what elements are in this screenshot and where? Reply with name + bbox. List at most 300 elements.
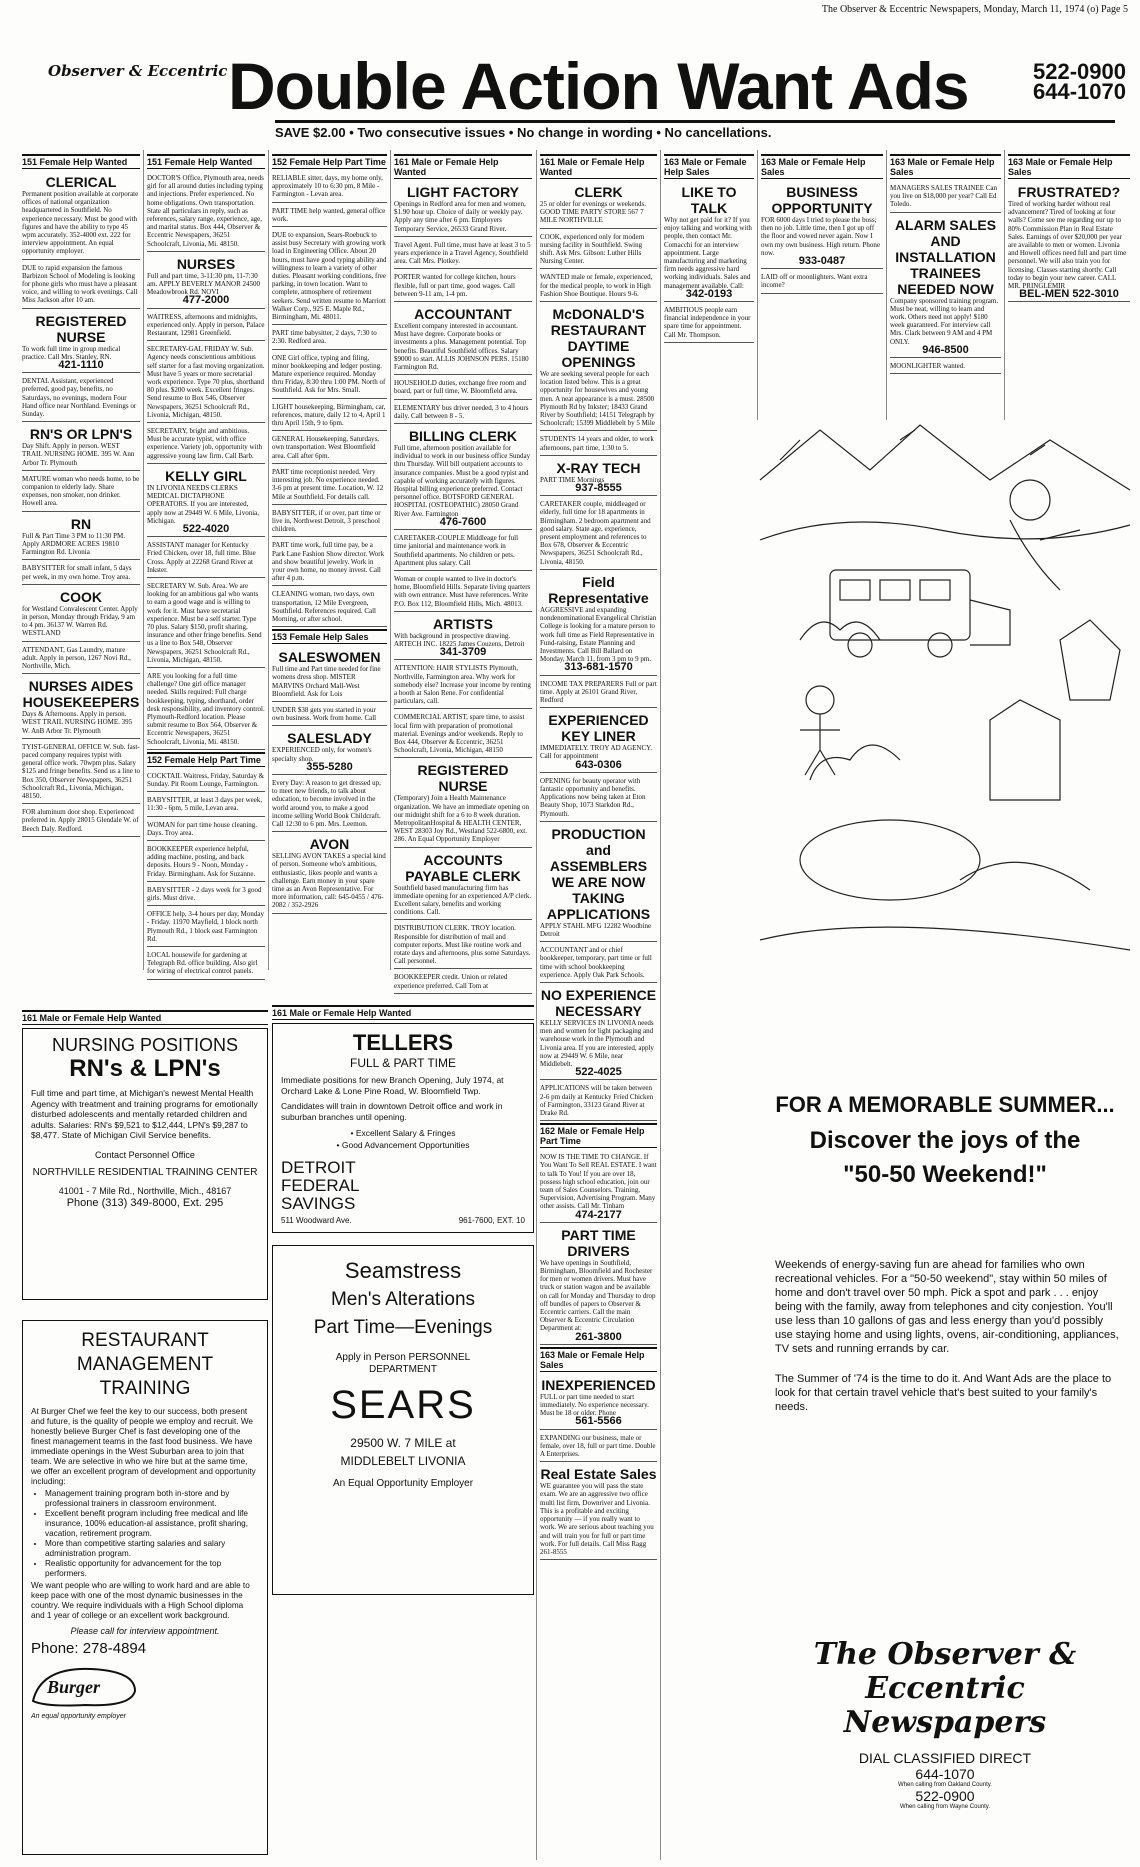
ad-body: WE guarantee you will pass the state exam. We are an aggressive two office multi list firm, Downriver and Livonia. This is a profitable and exciting opportunity — if you really want to work. We are serious about teaching you and will train you for full or part time work. For full details. Call Miss Ragg 261-8555 — [540, 1482, 654, 1556]
classified-ad — [1008, 182, 1130, 302]
ad-body: DISTRIBUTION CLERK. TROY location. Responsible for distribution of mail and computer reports. Must like routine work and rotate days and afternoons, plus some Saturdays. Call personnel. — [394, 924, 531, 966]
classified-ad — [394, 304, 532, 375]
ad-body: MATURE woman who needs home, to be companion to elderly lady. Share expenses, non smoker, non drinker. Howell area. — [22, 474, 140, 508]
classified-ad — [890, 182, 1001, 213]
ad-phone: 477-2000 — [182, 294, 230, 307]
offer-bar: SAVE $2.00 • Two consecutive issues • No change in wording • No cancellations. — [275, 120, 1115, 140]
classified-ad — [272, 588, 387, 627]
ad-contact: Please call for interview appointment. — [70, 1626, 220, 1636]
ad-title: Real Estate Sales — [540, 1466, 657, 1483]
ad-body: ACCOUNTANT and or chief bookkeeper, temporary, part time or full time with school bookkeeping experience. Apply Oak Park Schools. — [540, 946, 652, 979]
ad-address: 511 Woodward Ave. — [281, 1216, 352, 1225]
ad-body: WOMAN for part time house cleaning. Days. Troy area. — [147, 820, 258, 837]
ad-phone: BEL-MEN 522-3010 — [1019, 288, 1119, 301]
phone-note: When calling from Wayne County. — [899, 1804, 991, 1810]
camping-illustration — [760, 420, 1130, 975]
ad-body: APPLY STAHL MFG 12282 Woodbine Detroit — [540, 921, 652, 938]
ad-body: FOR aluminum door shop. Experienced preferred in. Apply 28015 Glendale W. of Beech Daly. Redford. — [22, 808, 139, 833]
ad-body: Excellent company interested in accountant. Must have degree. Corporate books or investments a plus. Management potential. Top benefits. Beautiful Southfield offices. Salary $9000 to start. ALLIS JOHNSON PERS. 15180 Farmington Rd. — [394, 322, 529, 372]
ad-body: Full time, afternoon position available for individual to work in our business office Sunday thru Thursday. Will bill outpatient accounts to insurance companies. Must be a good typist and capable of working accurately with figures. Hospital billing experience preferred. Contact personnel office. BOTSFORD GENERAL HOSPITAL (OSTEOPATHIC) 28050 Grand River Ave. Farmington — [394, 444, 531, 518]
classified-ad — [540, 944, 657, 983]
ad-body: 25 or older for evenings or weekends. GOOD TIME PARTY STORE 567 7 MILE NORTHVILLE — [540, 200, 646, 225]
classified-ad — [22, 514, 140, 561]
ad-body: We have openings in Southfield, Birmingham, Bloomfield and Rochester for men or women drivers. Must have truck or station wagon and be available on call for Monday and Thursday to drop off bundles of papers to Observer & Eccentric carriers. Call the main Observer & Eccentric Circulation Department at: — [540, 1258, 656, 1333]
ad-body: ONE Girl office, typing and filing, minor bookkeeping and ledger posting. Mature experience required. Monday thru Friday, 8:30 thru 1:00 PM. North of Southfield. Ask for Mrs. Small. — [272, 353, 386, 395]
ad-title: "50-50 Weekend!" — [843, 1161, 1047, 1188]
classified-ad — [540, 433, 657, 455]
section-header: 151 Female Help Wanted — [22, 154, 140, 169]
nursing-positions-ad — [22, 1010, 268, 1310]
phone-number: 644-1070 — [1033, 79, 1126, 104]
classified-ad — [22, 562, 140, 584]
classified-ad — [272, 172, 387, 203]
ad-body: ATTENTION: HAIR STYLISTS Plymouth, Northville, Farmington area. Why work for somebody else? Increase your income by renting a booth at Salon Rene. For confidential particulars, call. — [394, 664, 531, 706]
classified-ad — [540, 985, 657, 1080]
ad-body: Permanent position available at corporate offices of national organization headquartered in Southfield. No experience necessary. Must be good with figures and have the ability to type 45 wpm accurately. 352-4000 ext. 222 for interview appointment. An equal opportunity employer. — [22, 190, 139, 256]
ad-title: RESTAURANT MANAGEMENT TRAINING — [76, 1330, 214, 1399]
ad-phone: Phone (313) 349-8000, Ext. 295 — [66, 1196, 224, 1209]
classified-ad — [540, 1432, 657, 1463]
ad-body: To work full time in group medical practice. Call Mrs. Stanley, RN. — [22, 344, 121, 361]
ad-phone: 474-2177 — [575, 1208, 622, 1221]
phone-note: When calling from Oakland County. — [898, 1782, 992, 1788]
ad-body: We want people who are willing to work hard and are able to keep pace with one of the most dynamic businesses in the country. We require individuals with a High School diploma and 1 year of college or an excellent work background. — [31, 1581, 250, 1620]
classified-ad — [272, 401, 387, 432]
classified-ad — [540, 824, 657, 942]
classified-ad — [147, 908, 265, 947]
ad-body: COCKTAIL Waitress, Friday, Saturday & Sunday. Pit Room Lounge, Farmington. — [147, 771, 265, 788]
ad-phone: 937-8555 — [575, 482, 622, 495]
masthead-phones — [1033, 59, 1126, 104]
ad-title: NO EXPERIENCE NECESSARY — [540, 986, 657, 1019]
summer-ad-headline — [760, 1090, 1130, 1192]
ad-title: REGISTERED NURSE — [35, 312, 127, 345]
classified-ad — [272, 728, 387, 775]
ad-phone: 261-3800 — [575, 1330, 622, 1343]
ad-body: DUE to expansion, Sears-Roebuck to assist busy Secretary with growing work load in Engineering Office. About 20 hours, must have good typing ability and willingness to learn a variety of other duties. Pleasant working conditions, free parking, in town location. Want to complete, atmosphere of retirement seekers. Send written resume to Marriott Walker Corp., 925 E. Maple Rd., Birmingham, Mi. 48011. — [272, 231, 387, 322]
ad-body: Weekends of energy-saving fun are ahead for families who own recreational vehicles. For a "50-50 weekend", stay within 50 miles of home and don't travel over 50 mph. Pick a spot and park . . . enjoy being with the family, away from telephones and city conjestion. You'll use less than 10 gallons of gas and less energy than you'd possibly use staying home and using lights, ovens, air-conditioning, appliances, TV sets and running errands by car. — [775, 1259, 1119, 1355]
ad-column — [272, 154, 387, 974]
ad-address: 41001 - 7 Mile Rd., Northville, Mich., 48167 — [58, 1185, 232, 1196]
ad-body: Full time and part time, at Michigan's newest Mental Health Agency with treatment and training programs for emotionally disturbed adolescents and mentally retarded children and adults. Salaries: RN's $9,521 to $12,444, LPN's $9,287 to $8,477. State of Michigan Civil Service benefits. — [31, 1088, 258, 1140]
classified-ad — [272, 834, 387, 913]
benefit-item: • Management training program both in-store and by professional trainers in classroom environment. — [45, 1489, 259, 1509]
ad-phone: 933-0487 — [798, 255, 846, 268]
ad-title: ALARM SALES AND INSTALLATION TRAINEES NEEDED NOW — [894, 216, 997, 297]
classified-ad — [22, 172, 140, 260]
ad-title: LIGHT FACTORY — [407, 184, 519, 200]
classified-ad — [22, 644, 140, 675]
classified-ad — [22, 473, 140, 512]
observer-eccentric-block — [760, 1638, 1130, 1810]
classified-ad — [22, 262, 140, 309]
classified-ad — [540, 304, 657, 431]
ad-body: We are seeking several people for each location listed below. This is a great opportunity for housewives and young men. A neat appearance is a must. 28500 Plymouth Rd by Inkster; 18433 Grand River by Southfield; 14151 Telegraph by Schoolcraft; 15399 Middlebelt by 5 Mile — [540, 370, 655, 428]
section-header: 153 Female Help Sales — [272, 629, 387, 644]
section-header: 161 Male or Female Help Wanted — [540, 154, 657, 179]
svg-text:Burger: Burger — [47, 1677, 101, 1697]
page-title: Double Action Want Ads — [228, 49, 969, 123]
section-header: 163 Male or Female Help Sales — [890, 154, 1001, 179]
ad-column — [664, 154, 754, 424]
ad-body: APPLICATIONS will be taken between 2-6 pm daily at Kentucky Fried Chicken of Farmington, 33123 Grand River at Drake Rd. — [540, 1084, 654, 1117]
ad-body: for Westland Convalescent Center. Apply in person, Monday through Friday, 9 am to 4 pm. 36137 W. Warren Rd. WESTLAND — [22, 604, 138, 638]
ad-title: RN'S OR LPN'S — [29, 426, 133, 443]
newspaper-logo: The Observer & Eccentric — [813, 1637, 1077, 1706]
ad-title: TELLERS — [352, 1030, 454, 1055]
sears-ad — [272, 1245, 534, 1595]
ad-title: SALESLADY — [287, 730, 372, 747]
ad-title: Men's Alterations — [330, 1289, 476, 1310]
classified-ad — [394, 662, 532, 709]
classified-ad — [394, 402, 532, 424]
ad-body: Full time and Part time needed for fine womens dress shop. MISTER MARVINS Orchard Mall-West Bloomfield. Ask for Lois — [272, 665, 381, 698]
ad-title: FRUSTRATED? — [1017, 184, 1121, 200]
classified-ad — [147, 949, 265, 980]
classified-ad — [272, 327, 387, 349]
classified-ad — [147, 670, 265, 750]
ad-body: LOCAL housewife for gardening at Telegraph Rd. office building. Also girl for wiring of electrical control panels. — [147, 951, 258, 976]
ad-phone: 643-0306 — [575, 758, 622, 771]
ad-title: LIKE TO TALK — [681, 184, 737, 216]
ad-body: Every Day: A reason to get dressed up, to meet new friends, to talk about education, to become involved in the world around you, to make a good income selling World Book Childcraft. Call 12:30 to 6 pm. Mrs. Leemon. — [272, 778, 381, 828]
ad-title: BUSINESS OPPORTUNITY — [771, 184, 873, 216]
ad-body: BABYSITTER, at least 3 days per week, 11:30 - 6pm, 5 mile, Levan area. — [147, 796, 263, 813]
classified-ad — [394, 426, 532, 530]
classified-ad — [272, 466, 387, 505]
ad-body: Company sponsored training program. Must be neat, willing to learn and work. Others need not apply! $180 week guaranteed. For interview call Mrs. Clark between 9 AM and 4 PM ONLY. — [890, 296, 999, 346]
classified-ad — [22, 676, 140, 739]
ad-org: NORTHVILLE RESIDENTIAL TRAINING CENTER — [32, 1166, 258, 1178]
classified-ad — [540, 498, 657, 570]
classified-ad — [540, 1464, 657, 1560]
ad-column — [147, 154, 265, 974]
ad-body: Full & Part Time 3 PM to 11:30 PM. Apply ARDMORE ACRES 19810 Farmington Rd. Livonia — [22, 531, 126, 557]
classified-ad — [22, 741, 140, 804]
benefit-item: • Excellent Salary & Fringes — [350, 1128, 456, 1138]
bank-name: DETROIT FEDERAL SAVINGS — [281, 1158, 359, 1213]
classified-ad — [147, 343, 265, 423]
ad-title: SALESWOMEN — [278, 649, 381, 666]
section-header: 162 Male or Female Help Part Time — [540, 1123, 657, 1148]
ad-body: PART time work, full time pay, be a Park Lane Fashion Show director. Work and show beautiful jewelry. Work in your own home, no money invest. Call after 4 p.m. — [272, 541, 385, 583]
classified-ad — [22, 424, 140, 471]
classified-ad — [272, 433, 387, 464]
classified-ad — [22, 311, 140, 374]
classified-ad — [540, 182, 657, 229]
ad-body: MOONLIGHTER wanted. — [890, 362, 966, 371]
ad-title: Field Representative — [548, 573, 649, 606]
benefit-list — [45, 1489, 259, 1579]
classified-ad — [540, 458, 657, 496]
classified-ad — [147, 843, 265, 882]
ad-body: PART TIME help wanted, general office work. — [272, 206, 386, 223]
ad-body: PORTER wanted for college kitchen, hours flexible, full or part time, good wages. Call between 9-11 am, 1-4 pm. — [394, 273, 516, 298]
ad-body: SECRETARY-GAL FRIDAY W. Sub. Agency needs conscientious ambitious self starter for a fast moving organization. Must have 5 years or more secretarial work experience. Type 70 plus, shorthand 80 plus. $200 week. Excellent fringes. Send resume to Box 546, Observer Newspapers, 36251 Schoolcraft Rd., Livonia, Michigan, 48150. — [147, 345, 265, 419]
ad-column — [540, 154, 657, 1854]
ad-body: INCOME TAX PREPARERS Full or part time. Apply at 26101 Grand River, Redford — [540, 679, 657, 704]
ad-column — [394, 154, 532, 990]
ad-body: TYIST-GENERAL OFFICE W. Sub. fast-paced company requires typist with general office work. 70wpm plus. Salary $125 and fringe benefits. Send us a line to Box 350, Observer Newspapers, 36251 Schoolcraft Rd., Livonia, Michigan, 48150. — [22, 742, 141, 800]
ad-title: PART TIME DRIVERS — [561, 1226, 636, 1259]
ad-body: LIGHT housekeeping, Birmingham, car, references, mature, daily 12 to 4, April 1 thru April 15th, 9 to 6pm. — [272, 402, 386, 428]
ad-title: CLERK — [574, 184, 623, 200]
ad-body: With background in prospective drawing. ARTECH INC. 18225 James Couzens, Detroit — [394, 631, 525, 648]
ad-title: NURSES — [176, 255, 236, 272]
ad-title: CLERICAL — [45, 174, 117, 190]
restaurant-management-ad — [22, 1320, 268, 1855]
classified-ad — [761, 182, 883, 269]
section-header: 163 Male or Female Help Sales — [761, 154, 883, 179]
ad-title: EXPERIENCED KEY LINER — [548, 712, 649, 745]
ad-body: Day Shift. Apply in person. WEST TRAIL NURSING HOME. 395 W. Ann Arbor Tr. Plymouth — [22, 442, 135, 467]
ad-body: BABYSITTER - 2 days week for 3 good girls. Must drive. — [147, 885, 262, 903]
ad-body: MANAGERS SALES TRAINEE Can you live on $18,000 per year? Call Ed Toledo. — [890, 184, 998, 209]
classified-ad — [540, 775, 657, 822]
ad-body: FOR 6000 days I tried to please the boss; then no job. Little time, then I got up off the floor and vowed never again. Now I own my own business. High return. Phone now. — [761, 216, 880, 257]
ad-body: PART time babysitter, 2 days, 7:30 to 2:30. Redford area. — [272, 329, 377, 346]
classified-ad — [272, 704, 387, 726]
classified-ad — [147, 819, 265, 841]
ad-phone: 522-4020 — [182, 522, 230, 535]
classified-ad — [540, 1375, 657, 1430]
column-rule — [757, 150, 758, 420]
classified-ad — [272, 352, 387, 399]
ad-title: Part Time—Evenings — [313, 1317, 493, 1338]
classified-ad — [394, 377, 532, 399]
ad-body: CARETAKER-COUPLE Middleage for full time janitorial and maintenance work in Southfield apartments. No children or pets. Apartment plus salary. Call — [394, 534, 519, 567]
ad-phone: 342-0193 — [685, 287, 733, 300]
ad-body: BABYSITTER, if or over, part time or live in, Northwest Detroit, 3 preschool children. — [272, 508, 381, 534]
column-rule — [268, 150, 269, 970]
ad-title: REGISTERED NURSE — [417, 762, 509, 795]
section-header: 163 Male or Female Help Sales — [1008, 154, 1130, 179]
classified-ad — [394, 971, 532, 993]
classified-ad — [540, 710, 657, 773]
ad-phone: 476-7600 — [439, 515, 487, 528]
ad-title: Discover the joys of the — [809, 1127, 1081, 1154]
classified-ad — [272, 777, 387, 832]
ad-phone: 561-5566 — [575, 1415, 622, 1428]
column-rule — [886, 150, 887, 420]
ad-body: HOUSEHOLD duties, exchange free room and board, part or full time, W. Bloomfield area. — [394, 379, 527, 396]
classified-ad — [890, 215, 1001, 358]
benefit-item: • Realistic opportunity for advancement for the top performers. — [45, 1559, 259, 1579]
ad-body: SECRETARY, bright and ambitious. Must be accurate typist, with office experience. Variety job, opportunity with aggressive young law firm. Call Barb. — [147, 427, 262, 460]
newspaper-logo: Newspapers — [843, 1705, 1047, 1740]
ad-body: Travel Agent. Full time, must have at least 3 to 5 years experience in a Travel Agency, Southfield area. Call Mrs. Plotkey. — [394, 240, 531, 266]
ad-body: BOOKKEEPER credit. Union or related experience preferred. Call Tom at — [394, 973, 508, 990]
ad-title: McDONALD'S RESTAURANT DAYTIME OPENINGS — [550, 306, 647, 371]
classified-ad — [272, 647, 387, 702]
ad-body: WAITRESS, afternoons and midnights, experienced only. Apply in person, Palace Restaurant, 12981 Greenfield. — [147, 312, 265, 338]
section-header: 161 Male or Female Help Wanted — [22, 1010, 268, 1025]
classified-ad — [147, 311, 265, 342]
ad-title: RN — [70, 515, 92, 532]
ad-body: SELLING AVON TAKES a special kind of person. Someone who's ambitious, enthusiastic, likes people and wants a challenge. Earn money in your spare time as an Avon Representative. For more information, call: 645-0455 / 476-2082 / 352-2926 — [272, 852, 386, 910]
classified-ad — [147, 580, 265, 668]
ad-body: IN LIVONIA NEEDS CLERKS MEDICAL DICTAPHONE OPERATORS. If you are interested, apply now at 29449 W. 6 Mile, Livonia, Michigan. — [147, 483, 259, 525]
burger-chef-logo — [31, 1661, 259, 1709]
ad-body: CARETAKER couple, middleaged or elderly, full time for 18 apartments in Birmingham. 2 bedroom apartment and good salary. State age, experience, present employment and references to Box 678, Observer & Eccentric Newspapers, 36251 Schoolcraft Rd., Livonia, 48150. — [540, 500, 651, 566]
benefit-item: • Excellent benefit program including free medical and life insurance, 100% education-al assistance, profit sharing, vacation, retirement program. — [45, 1509, 259, 1539]
ad-title: NURSES AIDES HOUSEKEEPERS — [22, 678, 140, 711]
classified-ad — [890, 360, 1001, 374]
ad-title: NURSING POSITIONS — [51, 1035, 239, 1055]
classified-ad — [664, 182, 754, 302]
ad-column — [22, 154, 140, 974]
ad-body: DUE to rapid expansion the famous Barbizon School of Modeling is looking for phone girls who must have a pleasant voice, and willing to work evenings. Call Miss Jackson after 10 am. — [22, 263, 138, 305]
ad-body: KELLY SERVICES IN LIVONIA needs men and women for light packaging and warehouse work in the Plymouth and Livonia area. If you are interested, apply now at 29449 W. 6 Mile, near Middlebelt. — [540, 1018, 654, 1068]
sears-logo: SEARS — [330, 1383, 476, 1427]
ad-body: BABYSITTER for small infant, 5 days per week, in my own home. Troy area. — [22, 564, 132, 581]
classified-ad — [147, 794, 265, 816]
classified-ad — [394, 239, 532, 270]
ad-body: COOK, experienced only for modern nursing facility in Southfield. Swing shift. Ask Mrs. Gibson: Luther Hills Nursing Center. — [540, 232, 645, 266]
burger-chef-logo-icon — [31, 1661, 141, 1709]
ad-phone: 355-5280 — [306, 760, 353, 773]
classified-ad — [272, 507, 387, 538]
classified-ad — [147, 466, 265, 537]
ad-title: RN's & LPN's — [69, 1055, 221, 1082]
classified-ad — [540, 1082, 657, 1121]
ad-body: UNDER $38 gets you started in your own business. Work from home. Call — [272, 705, 377, 723]
ad-body: FULL or part time needed to start immediately. No experience necessary. Must be 18 or older. Phone — [540, 1392, 649, 1418]
ad-title: INEXPERIENCED — [541, 1376, 656, 1393]
ad-body: SECRETARY W. Sub. Area. We are looking for an ambitious gal who wants to earn a good wage and is willing to work for it. Must have secretarial experience. Must be a self starter. Type 70 plus. Salary $150, profit sharing, insurance and other fringe benefits. Send us a line to Box 548, Observer Newspapers, 36251 Schoolcraft Rd., Livonia, Michigan, 48150. — [147, 581, 262, 664]
ad-body: CLEANING woman, two days, own transportation, 12 Mile Evergreen, Southfield. References required. Call Morning, or after school. — [272, 590, 376, 623]
ad-body: (Temporary) Join a Health Maintenance organization. We have an immediate opening on our midnight shift for a 6 to 8 week duration. MetropolitanHospital & HEALTH CENTER, WEST 28303 Joy Rd., Westland 522-6800, ext. 286. An Equal Opportunity Employer — [394, 794, 530, 844]
benefit-item: • More than competitive starting salaries and salary administration program. — [45, 1539, 259, 1559]
classified-ad — [540, 271, 657, 302]
ad-body: Immediate positions for new Branch Opening, July 1974, at Orchard Lake & Lone Pine Road, W. Bloomfield Twp. — [281, 1075, 504, 1096]
column-rule — [660, 150, 661, 1860]
classified-ad — [272, 229, 387, 325]
section-header: 152 Female Help Part Time — [147, 752, 265, 767]
ad-body: AMBITIOUS people earn financial independence in your spare time for appointment. Call Mr. Thompson. — [664, 306, 751, 339]
ad-phone: 946-8500 — [922, 343, 969, 356]
classified-ad — [394, 573, 532, 612]
ad-body: Full and part time, 3-11:30 pm, 11-7:30 am. APPLY BEVERLY MANOR 24500 Meadowbrook Rd. NOVI — [147, 271, 261, 297]
ad-body: ELEMENTARY bus driver needed, 3 to 4 hours daily. Call between 8 - 5. — [394, 403, 529, 420]
ad-body: PART time receptionist needed. Very interesting job. No experience needed. 3-6 pm at present time. Location, W. 12 Mile at Southfield. For details call. — [272, 467, 384, 501]
classified-ad — [664, 304, 754, 343]
ad-column — [761, 154, 883, 424]
ad-body: The Summer of '74 is the time to do it. And Want Ads are the place to look for that certain travel vehicle that's best suited to your family's needs. — [775, 1373, 1112, 1413]
ad-title: Seamstress — [344, 1258, 462, 1283]
page-date-line: The Observer & Eccentric Newspapers, Monday, March 11, 1974 (o) Page 5 — [821, 4, 1128, 15]
ad-body: Southfield based manufacturing firm has immediate opening for an experienced A/P clerk. Excellent salary, benefits and working conditions. Call. — [394, 883, 532, 917]
classified-ad — [147, 539, 265, 578]
ad-body: ATTENDANT, Gas Laundry, mature adult. Apply in person, 1267 Novi Rd., Northville, Mich. — [22, 645, 131, 670]
ad-body: EXPERIENCED only, for women's specialty shop. — [272, 746, 372, 763]
ad-phone: 961-7600, EXT. 10 — [458, 1216, 525, 1225]
ad-title: ACCOUNTS PAYABLE CLERK — [405, 851, 521, 884]
phone-number: 522-0900 — [915, 1788, 975, 1804]
classified-ad — [540, 1151, 657, 1223]
ad-body: STUDENTS 14 years and older, to work afternoons, part time, 1:30 to 5. — [540, 435, 654, 452]
ad-body: LAID off or moonlighters. Want extra income? — [761, 273, 868, 290]
ad-title: BILLING CLERK — [408, 428, 518, 445]
ad-body: Openings in Redford area for men and women, $1.90 hour up. Choice of daily or weekly pay. Apply any time after 6 pm. Employers Temporary Service, 26533 Grand River. — [394, 200, 526, 233]
ad-body: AGGRESSIVE and expanding nondenominational Evangelical Christian College is looking for a mature person to work full time as Field Representative in Fund-raising, Estate Planning and Investments. Call Bill Ballard on Monday, March 11, from 3 pm to 9 pm. — [540, 605, 657, 664]
ad-body: Days & Afternoons. Apply in person. WEST TRAIL NURSING HOME. 395 W. AnB Arbor Tr. Plymouth — [22, 710, 133, 735]
classified-ad — [540, 678, 657, 709]
ad-column — [1008, 154, 1130, 424]
ad-body: Tired of working harder without real advancement? Tired of looking at four walls? Come see me regarding our up to 80% Commission Plan in Real Estate Sales. Earnings of over $20,000 per year are available to men or women. Livonia and Howell offices need full and part time personnel. We will also train you for licensing. Classes starting shortly. Call today to begin your new career. CALL MR. PRINGLEMIR — [1008, 200, 1127, 291]
ad-body: DENTAL Assistant, experienced preferred, good pay, benefits, no Saturdays, no evenings, modern Four Hand office near Northland. Evenings or Sunday. — [22, 377, 137, 419]
benefit-item: • Good Advancement Opportunities — [336, 1140, 470, 1150]
ad-title: KELLY GIRL — [165, 467, 247, 484]
ad-column — [890, 154, 1001, 424]
ad-body: OPENING for beauty operator with fantastic opportunity and benefits. Applications now being taken at Eton Beauty Shop, 1073 Starkdon Rd., Plymouth. — [540, 776, 646, 818]
ad-body: ASSISTANT manager for Kentucky Fried Chicken, over 18, full time. Blue Cross. Apply at 22268 Grand River at Inkster. — [147, 541, 256, 574]
classified-ad — [147, 425, 265, 464]
classified-ad — [147, 254, 265, 309]
ad-phone: Phone: 278-4894 — [31, 1640, 147, 1657]
ad-body: EXPANDING our business, male or female, over 18, full or part time. Double A Enterprises. — [540, 1433, 656, 1459]
classified-ad — [761, 271, 883, 293]
ad-eoe: An equal opportunity employer — [31, 1713, 126, 1720]
ad-body: NOW IS THE TIME TO CHANGE. If You Want To Sell REAL ESTATE. I want to talk To You! If you are over 18, possess high school education, join our team of Sales Counselors. Training, Supervision, Advertising Program. Many other assists. Call Mr. Tinham — [540, 1153, 657, 1211]
ad-body: OFFICE help, 3-4 hours per day, Monday - Friday. 11970 Mayfield, 1 block north Plymouth Rd., 1 block east Farmington Rd. — [147, 910, 264, 943]
classified-ad — [147, 770, 265, 792]
phone-number: 644-1070 — [915, 1766, 975, 1782]
ad-body: GENERAL Housekeeping, Saturdays, own transportation. West Bloomfield area. Call after 6pm. — [272, 435, 380, 460]
column-rule — [536, 150, 537, 1860]
ad-title: ARTISTS — [433, 615, 493, 632]
ad-body: Why not get paid for it? If you enjoy talking and working with people, then contact Mr. Comacchi for an interview appointment. Large manufacturing and marketing firm needs aggressive hard working individuals. Sales and management available. Call: — [664, 216, 752, 290]
summer-ad-body — [775, 1258, 1120, 1414]
ad-subtitle: FULL & PART TIME — [349, 1056, 457, 1070]
section-header: 163 Male or Female Help Sales — [664, 154, 754, 179]
classified-ad — [147, 884, 265, 906]
classified-ad — [272, 205, 387, 227]
ad-body: Apply in Person PERSONNEL DEPARTMENT — [335, 1352, 471, 1375]
column-rule — [390, 150, 391, 970]
classified-ad — [22, 375, 140, 422]
ad-body: At Burger Chef we feel the key to our success, both present and future, is the quality of people we employ and recruit. We honestly believe Burger Chef is fast developing one of the finest management teams in the fast food business. We have immediate openings in the West Suburban area to join that team. We are selective in who we hire but at the same time, we offer an excellent program of development and opportunity including: — [31, 1407, 256, 1486]
ad-body: IMMEDIATELY. TROY AD AGENCY. Call for appointment — [540, 744, 653, 761]
ad-address: 29500 W. 7 MILE at MIDDLEBELT LIVONIA — [340, 1436, 466, 1468]
classified-ad — [147, 172, 265, 252]
classified-ad — [394, 614, 532, 661]
ad-title: PRODUCTION and ASSEMBLERS WE ARE NOW TAKING APPLICATIONS — [546, 825, 651, 922]
classified-ad — [394, 850, 532, 921]
ad-body: ARE you looking for a full time challenge? One girl office manager needed. Skills required: Full charge bookkeeping, typing, shorthand, order desk responsibility, and inventory control. Plymouth-Redford location. Please submit resume to Box 564, Observer & Eccentric Newspapers, 36251 Schoolcraft, Livonia, Mi. 48150. — [147, 671, 265, 746]
ad-body: DOCTOR'S Office, Plymouth area, needs girl for all around duties including typing and injections. Prefer experienced. No home obligations. Own transportation. State all particulars in reply, such as references, salary range, experience, age, and marital status. Box 444, Observer & Eccentric Newspapers, 36251 Schoolcraft, Livonia, Mi. 48150. — [147, 174, 264, 248]
column-rule — [1004, 150, 1005, 420]
tellers-ad — [272, 1005, 534, 1240]
section-header: 161 Male or Female Help Wanted — [394, 154, 532, 179]
ad-title: ACCOUNTANT — [414, 306, 512, 323]
classified-ad — [394, 922, 532, 969]
ad-body: RELIABLE sitter, days, my home only, approximately 10 to 6:30 pm, 8 Mile - Farmington - Levan area. — [272, 174, 383, 199]
section-header: 152 Female Help Part Time — [272, 154, 387, 169]
classified-ad — [394, 182, 532, 237]
ad-phone: 421-1110 — [58, 359, 104, 372]
classified-ad — [22, 806, 140, 837]
ad-body: BOOKKEEPER experience helpful, adding machine, posting, and back deposits. Hours 9 - Noon, Monday - Friday. Birmingham. Ask for Suzanne. — [147, 845, 256, 878]
ad-phone: 313-681-1570 — [564, 661, 633, 674]
dial-direct-label: DIAL CLASSIFIED DIRECT — [858, 1750, 1032, 1766]
ad-body: WANTED male or female, experienced, for the medical people, to work in High Fashion Shoe Boutique. Hours 9-6. — [540, 273, 653, 298]
ad-phone: 522-4025 — [575, 1066, 622, 1079]
phone-number: 522-0900 — [1033, 59, 1126, 84]
classified-ad — [394, 271, 532, 302]
classified-ad — [540, 231, 657, 270]
ad-title: COOK — [60, 588, 102, 605]
